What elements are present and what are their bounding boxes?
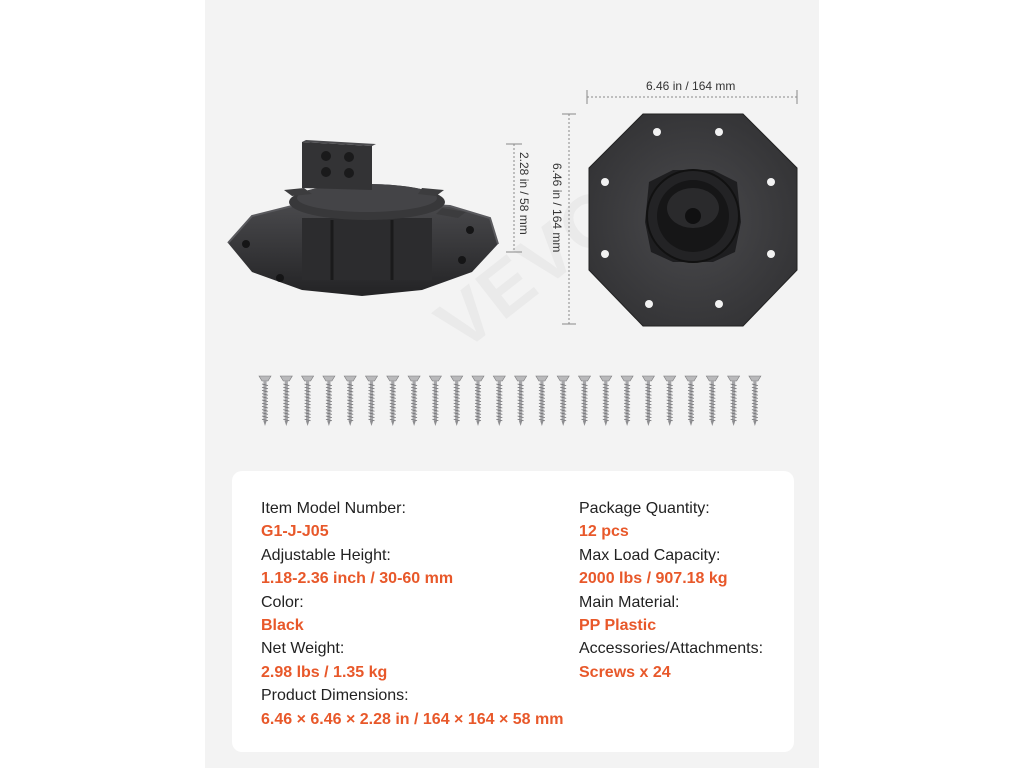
screw-icon — [600, 376, 612, 426]
screw-icon — [706, 376, 718, 426]
accessories-label: Accessories/Attachments: — [579, 640, 764, 658]
accessories-value: Screws x 24 — [579, 663, 671, 681]
screw-icon — [536, 376, 548, 426]
depth-dimension-label: 6.46 in / 164 mm — [550, 163, 564, 253]
screw-icon — [685, 376, 697, 426]
screw-icon — [472, 376, 484, 426]
screw-icon — [302, 376, 314, 426]
top-view-depth-dimension — [562, 112, 576, 328]
net-weight-label: Net Weight: — [261, 640, 345, 658]
package-quantity-label: Package Quantity: — [579, 500, 710, 517]
screw-icon — [323, 376, 335, 426]
model-number-label: Item Model Number: — [261, 500, 406, 517]
adjustable-height-label: Adjustable Height: — [261, 546, 391, 564]
screw-icon — [749, 376, 761, 426]
pedestal-side-view — [222, 140, 522, 300]
spec-card — [232, 471, 794, 752]
screw-icon — [664, 376, 676, 426]
spec-column-left — [261, 497, 563, 731]
screw-icon — [515, 376, 527, 426]
net-weight-value: 2.98 lbs / 1.35 kg — [261, 663, 388, 681]
package-quantity-value: 12 pcs — [579, 523, 629, 541]
width-dimension-label: 6.46 in / 164 mm — [646, 79, 736, 93]
screw-icon — [451, 376, 463, 426]
height-dimension-label: 2.28 in / 58 mm — [517, 152, 531, 235]
pedestal-top-view — [585, 112, 801, 328]
max-load-label: Max Load Capacity: — [579, 546, 721, 564]
screw-icon — [728, 376, 740, 426]
product-dimensions-label: Product Dimensions: — [261, 687, 409, 705]
adjustable-height-value: 1.18-2.36 inch / 30-60 mm — [261, 570, 454, 588]
color-label: Color: — [261, 593, 304, 611]
spec-column-right — [579, 497, 763, 684]
screw-icon — [621, 376, 633, 426]
color-value: Black — [261, 616, 304, 634]
screw-icon — [344, 376, 356, 426]
screw-icon — [387, 376, 399, 426]
screw-set — [253, 372, 763, 428]
screw-icon — [429, 376, 441, 426]
screw-icon — [557, 376, 569, 426]
screw-icon — [259, 376, 271, 426]
screw-icon — [408, 376, 420, 426]
screw-icon — [280, 376, 292, 426]
max-load-value: 2000 lbs / 907.18 kg — [579, 570, 728, 588]
screw-icon — [493, 376, 505, 426]
main-material-value: PP Plastic — [579, 616, 657, 634]
screw-icon — [579, 376, 591, 426]
product-dimensions-value: 6.46 × 6.46 × 2.28 in / 164 × 164 × 58 mm — [261, 710, 564, 728]
screw-icon — [642, 376, 654, 426]
model-number-value: G1-J-J05 — [261, 523, 329, 541]
screw-icon — [366, 376, 378, 426]
main-material-label: Main Material: — [579, 593, 680, 611]
